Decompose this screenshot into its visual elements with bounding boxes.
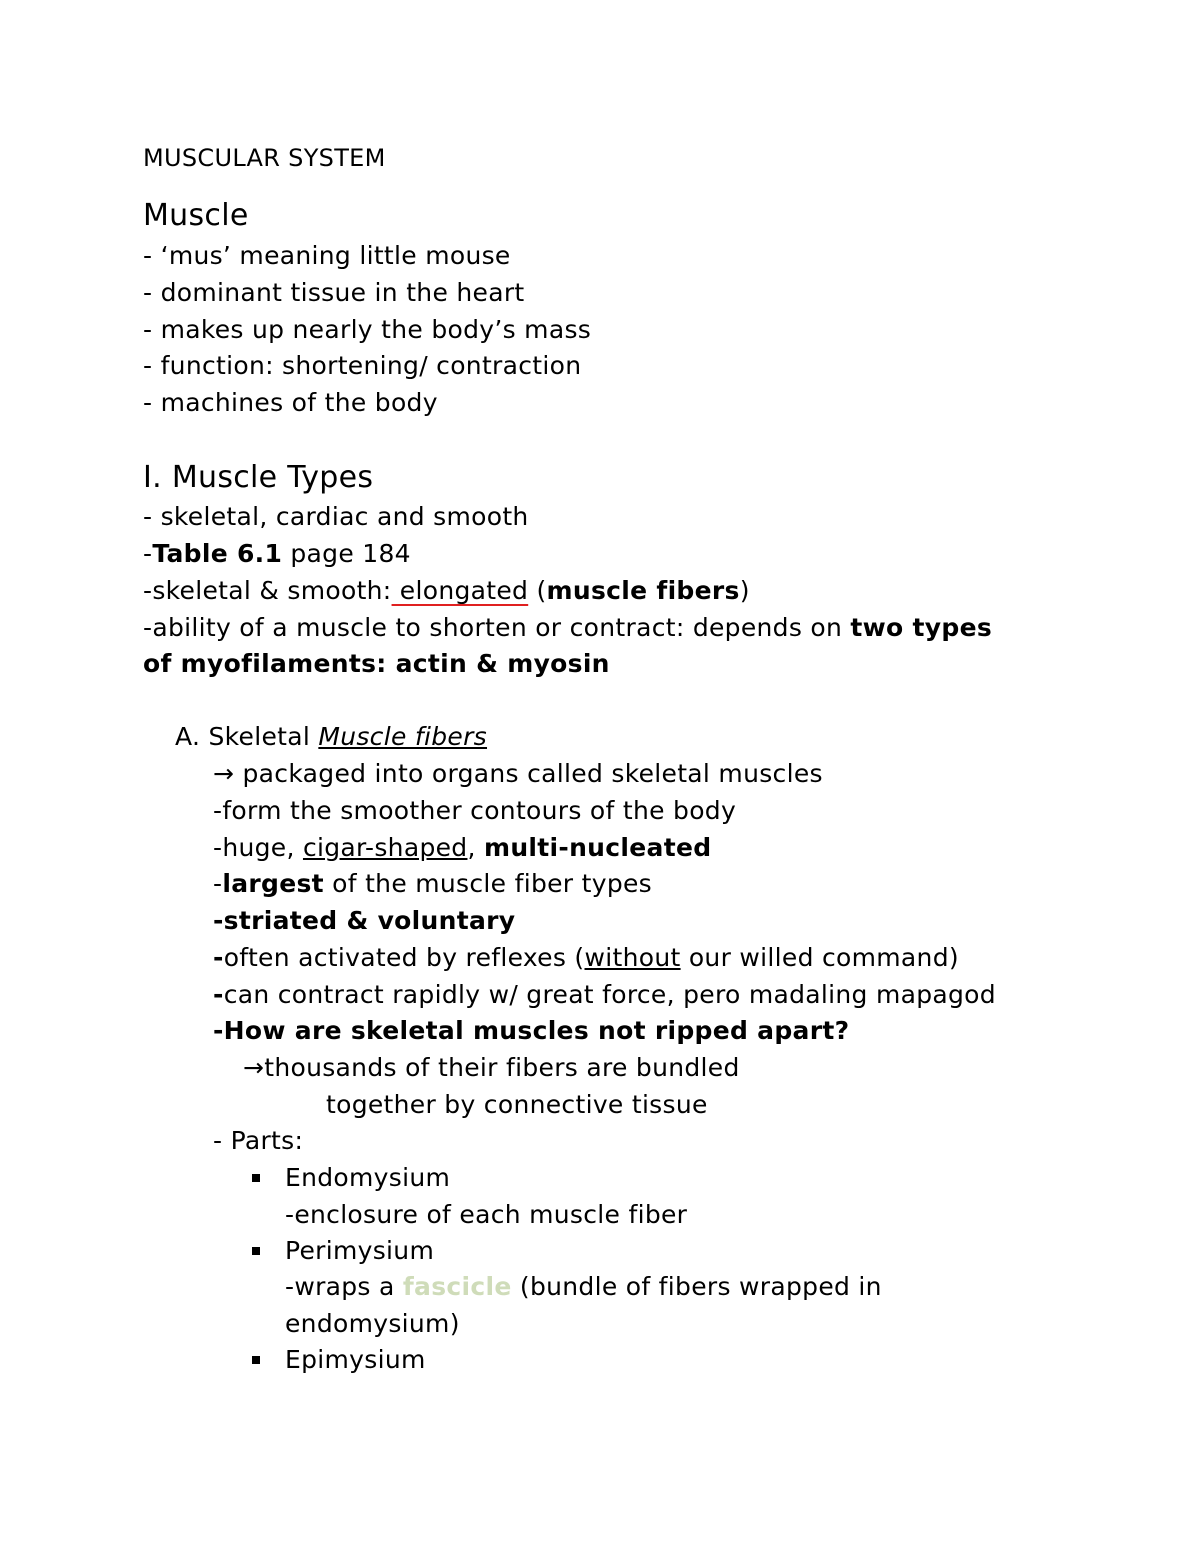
striated-line: -striated & voluntary xyxy=(213,906,516,935)
parts-line: - Parts: xyxy=(213,1126,304,1155)
huge-prefix: -huge, xyxy=(213,833,303,862)
contract-rest: can contract rapidly w/ great force, pero madaling mapagod xyxy=(223,980,996,1009)
often-dash: - xyxy=(213,943,224,972)
section-a-prefix: A. Skeletal xyxy=(175,722,319,751)
muscle-types-heading: I. Muscle Types xyxy=(143,460,374,495)
often-line xyxy=(213,940,959,976)
perimysium-desc xyxy=(285,1269,882,1305)
thousands-line: →thousands of their fibers are bundled xyxy=(243,1053,740,1082)
form-line: -form the smoother contours of the body xyxy=(213,796,737,825)
without-term: without xyxy=(584,943,681,972)
cigar-shaped-term: cigar-shaped xyxy=(302,833,468,862)
wraps-rest: (bundle of fibers wrapped in xyxy=(511,1272,882,1301)
muscle-heading: Muscle xyxy=(143,198,249,233)
table-page: page 184 xyxy=(282,539,411,568)
two-types-term: two types xyxy=(850,613,993,642)
endomysium-desc: -enclosure of each muscle fiber xyxy=(285,1200,688,1229)
contract-line xyxy=(213,977,996,1013)
contract-dash: - xyxy=(213,980,224,1009)
bullet-marker xyxy=(252,1174,260,1182)
table-dash: - xyxy=(143,539,153,568)
bullet-marker xyxy=(252,1247,260,1255)
multi-nucleated-term: multi-nucleated xyxy=(483,833,712,862)
ability-prefix: -ability of a muscle to shorten or contract: depends on xyxy=(143,613,851,642)
largest-term: largest xyxy=(222,869,324,898)
bullet-marker xyxy=(252,1356,260,1364)
skeletal-smooth-line xyxy=(143,573,750,609)
question-line: -How are skeletal muscles not ripped apart? xyxy=(213,1016,850,1045)
muscle-fibers-term: muscle fibers xyxy=(546,576,740,605)
skeletal-smooth-prefix: -skeletal & smooth: xyxy=(143,576,392,605)
perimysium-item: Perimysium xyxy=(285,1236,435,1265)
huge-line xyxy=(213,830,711,866)
often-rest: our willed command) xyxy=(680,943,959,972)
muscle-point: - makes up nearly the body’s mass xyxy=(143,315,592,344)
table-reference xyxy=(143,536,411,572)
huge-comma: , xyxy=(467,833,484,862)
types-line: - skeletal, cardiac and smooth xyxy=(143,502,529,531)
packaged-line: → packaged into organs called skeletal muscles xyxy=(213,759,823,788)
section-a-term: Muscle fibers xyxy=(318,722,488,751)
document-title: MUSCULAR SYSTEM xyxy=(143,144,386,172)
largest-rest: of the muscle fiber types xyxy=(323,869,652,898)
table-number: Table 6.1 xyxy=(152,539,283,568)
largest-dash: - xyxy=(213,869,223,898)
often-prefix: often activated by reflexes ( xyxy=(223,943,585,972)
muscle-point: - dominant tissue in the heart xyxy=(143,278,525,307)
muscle-point: - ‘mus’ meaning little mouse xyxy=(143,241,511,270)
myofilaments-line: of myofilaments: actin & myosin xyxy=(143,649,610,678)
muscle-point: - function: shortening/ contraction xyxy=(143,351,582,380)
together-line: together by connective tissue xyxy=(326,1090,708,1119)
paren-open: ( xyxy=(528,576,547,605)
perimysium-desc-cont: endomysium) xyxy=(285,1309,460,1338)
largest-line xyxy=(213,866,652,902)
paren-close: ) xyxy=(739,576,750,605)
muscle-point: - machines of the body xyxy=(143,388,438,417)
fascicle-term: fascicle xyxy=(402,1272,512,1301)
wraps-prefix: -wraps a xyxy=(285,1272,403,1301)
section-a-heading xyxy=(175,719,487,755)
ability-line xyxy=(143,610,992,646)
epimysium-item: Epimysium xyxy=(285,1345,426,1374)
endomysium-item: Endomysium xyxy=(285,1163,451,1192)
elongated-word: elongated xyxy=(391,576,529,605)
